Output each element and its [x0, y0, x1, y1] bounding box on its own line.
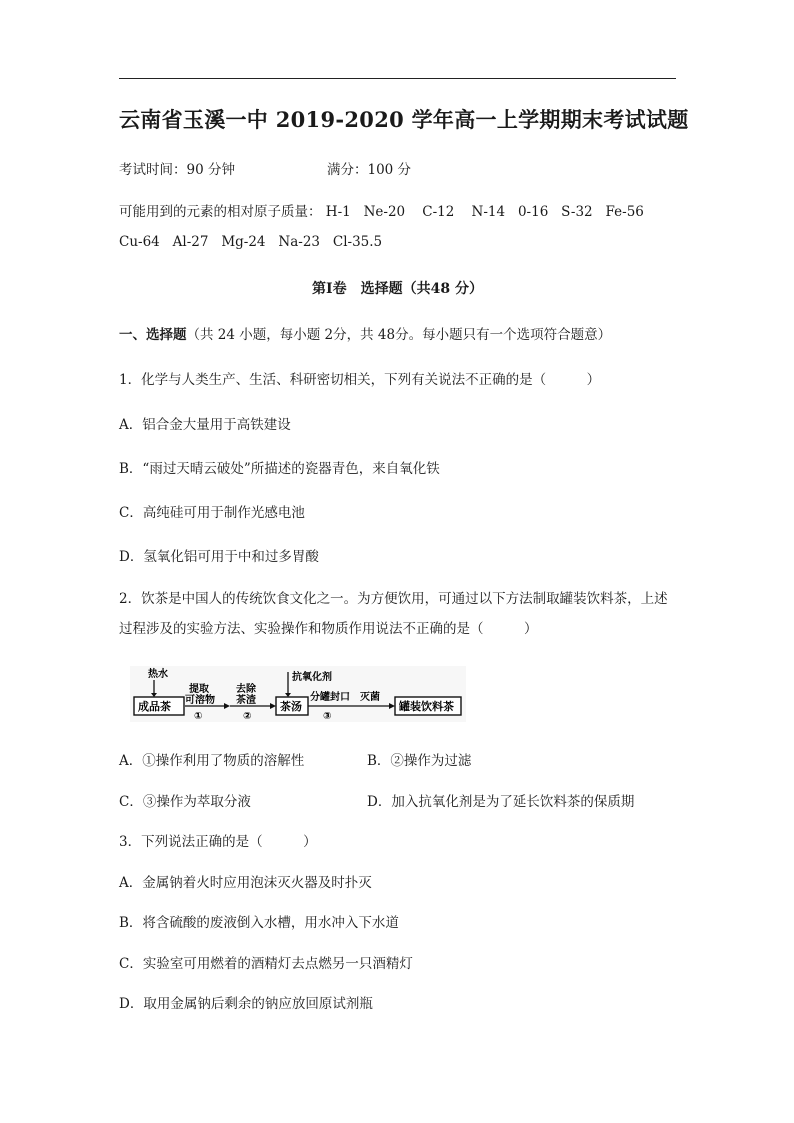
q2-option-b: B．②操作为过滤 [367, 753, 472, 769]
q1-option-d: D．氢氧化铝可用于中和过多胃酸 [119, 549, 319, 565]
tea-process-svg [130, 666, 466, 722]
full-score: 满分：100 分 [327, 162, 412, 178]
sterilize-label: 灭菌 [360, 692, 380, 703]
q1-option-c: C．高纯硅可用于制作光感电池 [119, 505, 305, 521]
part-heading-desc: （共 24 小题，每小题 2分，共 48分。每小题只有一个选项符合题意） [186, 327, 612, 343]
q1-option-b: B．“雨过天晴云破处”所描述的瓷器青色，来自氧化铁 [119, 461, 440, 477]
header-rule [119, 78, 676, 79]
step1-number: ① [194, 711, 203, 722]
step2-bottom-label: 茶渣 [236, 695, 256, 706]
q3-stem: 3．下列说法正确的是（ ） [119, 834, 317, 850]
q2-option-a: A．①操作利用了物质的溶解性 [119, 753, 305, 769]
q3-option-b: B．将含硫酸的废液倒入水槽，用水冲入下水道 [119, 915, 399, 931]
hot-water-label: 热水 [148, 669, 168, 680]
step1-top-label: 提取 [189, 684, 209, 695]
step2-number: ② [243, 711, 252, 722]
atomic-masses [119, 197, 679, 257]
step3-label: 分罐封口 [310, 692, 350, 703]
q1-stem: 1．化学与人类生产、生活、科研密切相关，下列有关说法不正确的是（ ） [119, 372, 601, 388]
tea-process-diagram [130, 666, 466, 722]
q2-option-c: C．③操作为萃取分液 [119, 794, 251, 810]
q3-option-c: C．实验室可用燃着的酒精灯去点燃另一只酒精灯 [119, 956, 413, 972]
step3-number: ③ [323, 711, 332, 722]
box-finished-tea-label: 成品茶 [138, 700, 171, 713]
step1-bottom-label: 可溶物 [185, 695, 215, 706]
q1-option-a: A．铝合金大量用于高铁建设 [119, 417, 291, 433]
part-heading [119, 323, 611, 343]
atomic-masses-line2: Cu-64 Al-27 Mg-24 Na-23 Cl-35.5 [119, 234, 383, 250]
atomic-masses-line1: 可能用到的元素的相对原子质量： H-1 Ne-20 C-12 N-14 0-16 S-32 Fe-56 [119, 204, 644, 220]
q2-option-d: D．加入抗氧化剂是为了延长饮料茶的保质期 [367, 794, 635, 810]
antioxidant-label: 抗氧化剂 [292, 672, 332, 683]
exam-title: 云南省玉溪一中 2019-2020 学年高一上学期期末考试试题 [119, 107, 689, 132]
box-tea-soup-label: 茶汤 [280, 700, 302, 713]
box-canned-tea-label: 罐装饮料茶 [399, 700, 454, 713]
q2-stem: 2．饮茶是中国人的传统饮食文化之一。为方便饮用，可通过以下方法制取罐装饮料茶，上述过程涉及的实验方法、实验操作和物质作用说法不正确的是（ ） [119, 591, 668, 637]
step2-top-label: 去除 [236, 684, 256, 695]
q3-option-a: A．金属钠着火时应用泡沫灭火器及时扑灭 [119, 875, 372, 891]
section-title: 第Ⅰ卷 选择题（共48 分） [312, 281, 483, 297]
exam-time: 考试时间：90 分钟 [119, 162, 235, 178]
part-heading-label: 一、选择题 [119, 327, 187, 343]
q3-option-d: D．取用金属钠后剩余的钠应放回原试剂瓶 [119, 996, 373, 1012]
